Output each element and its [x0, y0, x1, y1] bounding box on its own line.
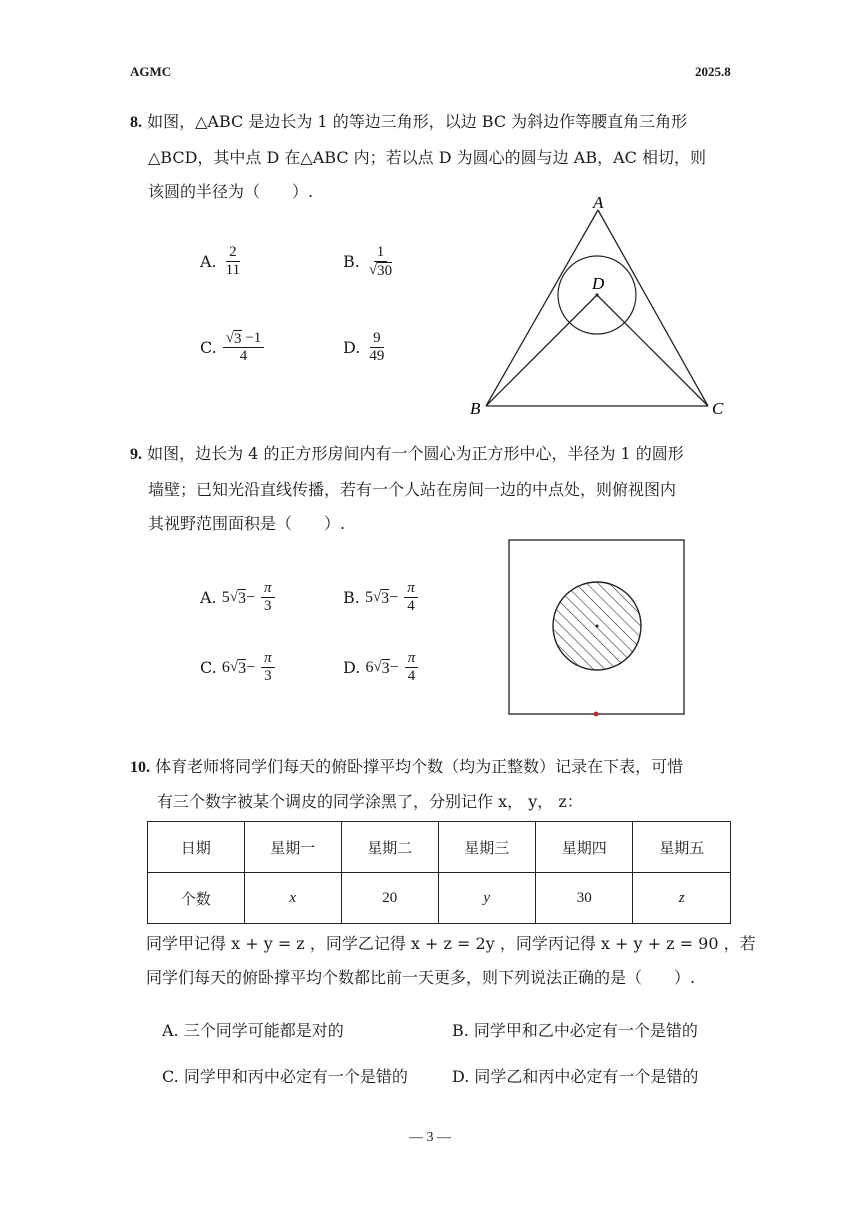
q10-after-1: 同学甲记得 x + y = z ，同学乙记得 x + z = 2y ，同学丙记得 x + y + z = 90 ，若 — [146, 934, 756, 953]
sqrt-icon: √ — [373, 659, 382, 675]
sqrt-icon: √ — [225, 330, 234, 346]
q8-option-b-label: B. — [343, 252, 360, 271]
q8-option-c[interactable] — [200, 330, 264, 365]
q10-number: 10. — [130, 759, 150, 776]
table-cell: y — [438, 873, 535, 924]
coefficient: 6 — [365, 658, 374, 676]
fraction-numerator: 2 — [226, 244, 240, 262]
fraction-numerator: π — [261, 580, 275, 598]
fraction-denominator: 4 — [407, 668, 416, 684]
minus-sign: − — [246, 658, 256, 676]
label-a: A — [593, 193, 604, 212]
radicand: 3 — [381, 590, 390, 607]
fraction-denominator: 3 — [264, 668, 272, 684]
side-ab — [486, 210, 598, 406]
q9-text-1: 如图，边长为 4 的正方形房间内有一个圆心为正方形中心，半径为 1 的圆形 — [147, 444, 684, 463]
person-position-dot — [594, 712, 599, 717]
q9-option-a[interactable] — [200, 580, 275, 615]
table-row — [148, 873, 731, 924]
center-point — [595, 293, 598, 296]
q10-after-2: 同学们每天的俯卧撑平均个数都比前一天更多，则下列说法正确的是（ ）. — [146, 968, 696, 987]
minus-sign: − — [245, 588, 255, 606]
fraction-numerator — [223, 330, 264, 348]
q9-option-b-fraction — [404, 580, 418, 615]
table-cell: z — [633, 873, 731, 924]
side-ac — [598, 210, 708, 406]
q10-line-1 — [130, 757, 683, 778]
minus-sign: − — [389, 658, 399, 676]
table-cell: 30 — [536, 873, 633, 924]
circle-center-point — [596, 625, 599, 628]
q10-option-a[interactable]: A. 三个同学可能都是对的 — [162, 1021, 344, 1040]
sqrt-icon: √ — [368, 262, 378, 278]
fraction-numerator: 9 — [370, 330, 384, 348]
q9-number: 9. — [130, 446, 142, 463]
q10-option-d[interactable]: D. 同学乙和丙中必定有一个是错的 — [452, 1067, 699, 1086]
q9-option-c-label: C. — [200, 658, 217, 677]
segment-cd — [597, 295, 708, 406]
q8-option-d-label: D. — [343, 338, 361, 357]
table-cell: 个数 — [148, 873, 245, 924]
table-cell: 星期二 — [342, 822, 439, 873]
table-cell: 星期一 — [244, 822, 341, 873]
q9-figure — [505, 536, 690, 721]
fraction-denominator: 4 — [407, 598, 415, 614]
q9-option-a-label: A. — [200, 588, 217, 607]
fraction-denominator: 4 — [239, 348, 248, 364]
q10-text-1: 体育老师将同学们每天的俯卧撑平均个数（均为正整数）记录在下表，可惜 — [155, 757, 684, 776]
q9-line-1 — [130, 444, 684, 465]
segment-bd — [486, 295, 597, 406]
fraction-denominator: 49 — [369, 348, 385, 364]
q8-option-c-label: C. — [200, 338, 217, 357]
q8-figure — [462, 190, 742, 420]
q8-number: 8. — [130, 114, 142, 131]
fraction-numerator: 1 — [374, 244, 388, 262]
radicand: 3 — [234, 331, 242, 347]
q8-option-a-label: A. — [200, 252, 217, 271]
sqrt-icon: √ — [229, 659, 239, 675]
q9-text-3: 其视野范围面积是（ ）. — [148, 514, 346, 533]
sqrt-icon: √ — [229, 589, 238, 605]
coefficient: 5 — [221, 588, 230, 606]
radicand: 30 — [377, 263, 393, 279]
numerator-tail: −1 — [241, 330, 262, 346]
header-left: AGMC — [130, 64, 172, 79]
q8-option-b[interactable] — [343, 244, 395, 279]
q8-text-2: △BCD，其中点 D 在△ABC 内；若以点 D 为圆心的圆与边 AB，AC 相切，则 — [148, 148, 706, 167]
q10-text-2: 有三个数字被某个调皮的同学涂黑了，分别记作 x， y， z： — [157, 792, 583, 811]
coefficient: 6 — [221, 658, 230, 676]
q8-option-d-fraction — [366, 330, 387, 365]
q8-option-c-fraction — [223, 330, 264, 365]
q9-option-b[interactable] — [343, 580, 418, 615]
q9-option-b-label: B. — [343, 588, 360, 607]
label-b: B — [470, 399, 481, 418]
radicand: 3 — [238, 660, 247, 677]
q9-option-c-fraction — [261, 650, 275, 685]
fraction-numerator: π — [404, 580, 418, 598]
q10-option-c[interactable]: C. 同学甲和丙中必定有一个是错的 — [162, 1067, 408, 1086]
table-cell: x — [244, 873, 341, 924]
pushup-table — [147, 821, 731, 924]
q9-option-d-fraction — [405, 650, 419, 685]
table-cell: 星期三 — [438, 822, 535, 873]
q8-text-3: 该圆的半径为（ ）. — [148, 182, 314, 201]
fraction-numerator: π — [405, 650, 419, 668]
fraction-denominator — [366, 262, 395, 279]
q9-text-2: 墙壁；已知光沿直线传播，若有一个人站在房间一边的中点处，则俯视图内 — [148, 480, 677, 499]
fraction-denominator: 3 — [264, 598, 272, 614]
q9-option-d-label: D. — [343, 658, 361, 677]
table-cell: 星期五 — [633, 822, 731, 873]
q9-option-a-fraction — [261, 580, 275, 615]
q8-text-1: 如图，△ABC 是边长为 1 的等边三角形，以边 BC 为斜边作等腰直角三角形 — [147, 112, 688, 131]
sqrt-icon: √ — [372, 589, 382, 605]
fraction-denominator: 11 — [225, 262, 241, 278]
fraction-numerator: π — [261, 650, 275, 668]
q8-line-1 — [130, 112, 687, 133]
q8-option-b-fraction — [366, 244, 395, 279]
q8-option-d[interactable] — [343, 330, 387, 365]
q8-option-a[interactable] — [200, 244, 243, 279]
label-d: D — [592, 274, 605, 293]
radicand: 3 — [237, 590, 246, 607]
table-cell: 星期四 — [536, 822, 633, 873]
label-c: C — [712, 399, 724, 418]
coefficient: 5 — [364, 588, 373, 606]
q9-option-d[interactable] — [343, 650, 418, 685]
q8-option-a-fraction — [223, 244, 243, 279]
table-cell: 20 — [342, 873, 439, 924]
table-cell: 日期 — [148, 822, 245, 873]
minus-sign: − — [389, 588, 399, 606]
page-number: — 3 — — [409, 1130, 451, 1145]
q9-option-c[interactable] — [200, 650, 275, 685]
q10-option-b[interactable]: B. 同学甲和乙中必定有一个是错的 — [452, 1021, 698, 1040]
header-right: 2025.8 — [695, 64, 731, 79]
radicand: 3 — [381, 660, 390, 677]
table-header-row — [148, 822, 731, 873]
